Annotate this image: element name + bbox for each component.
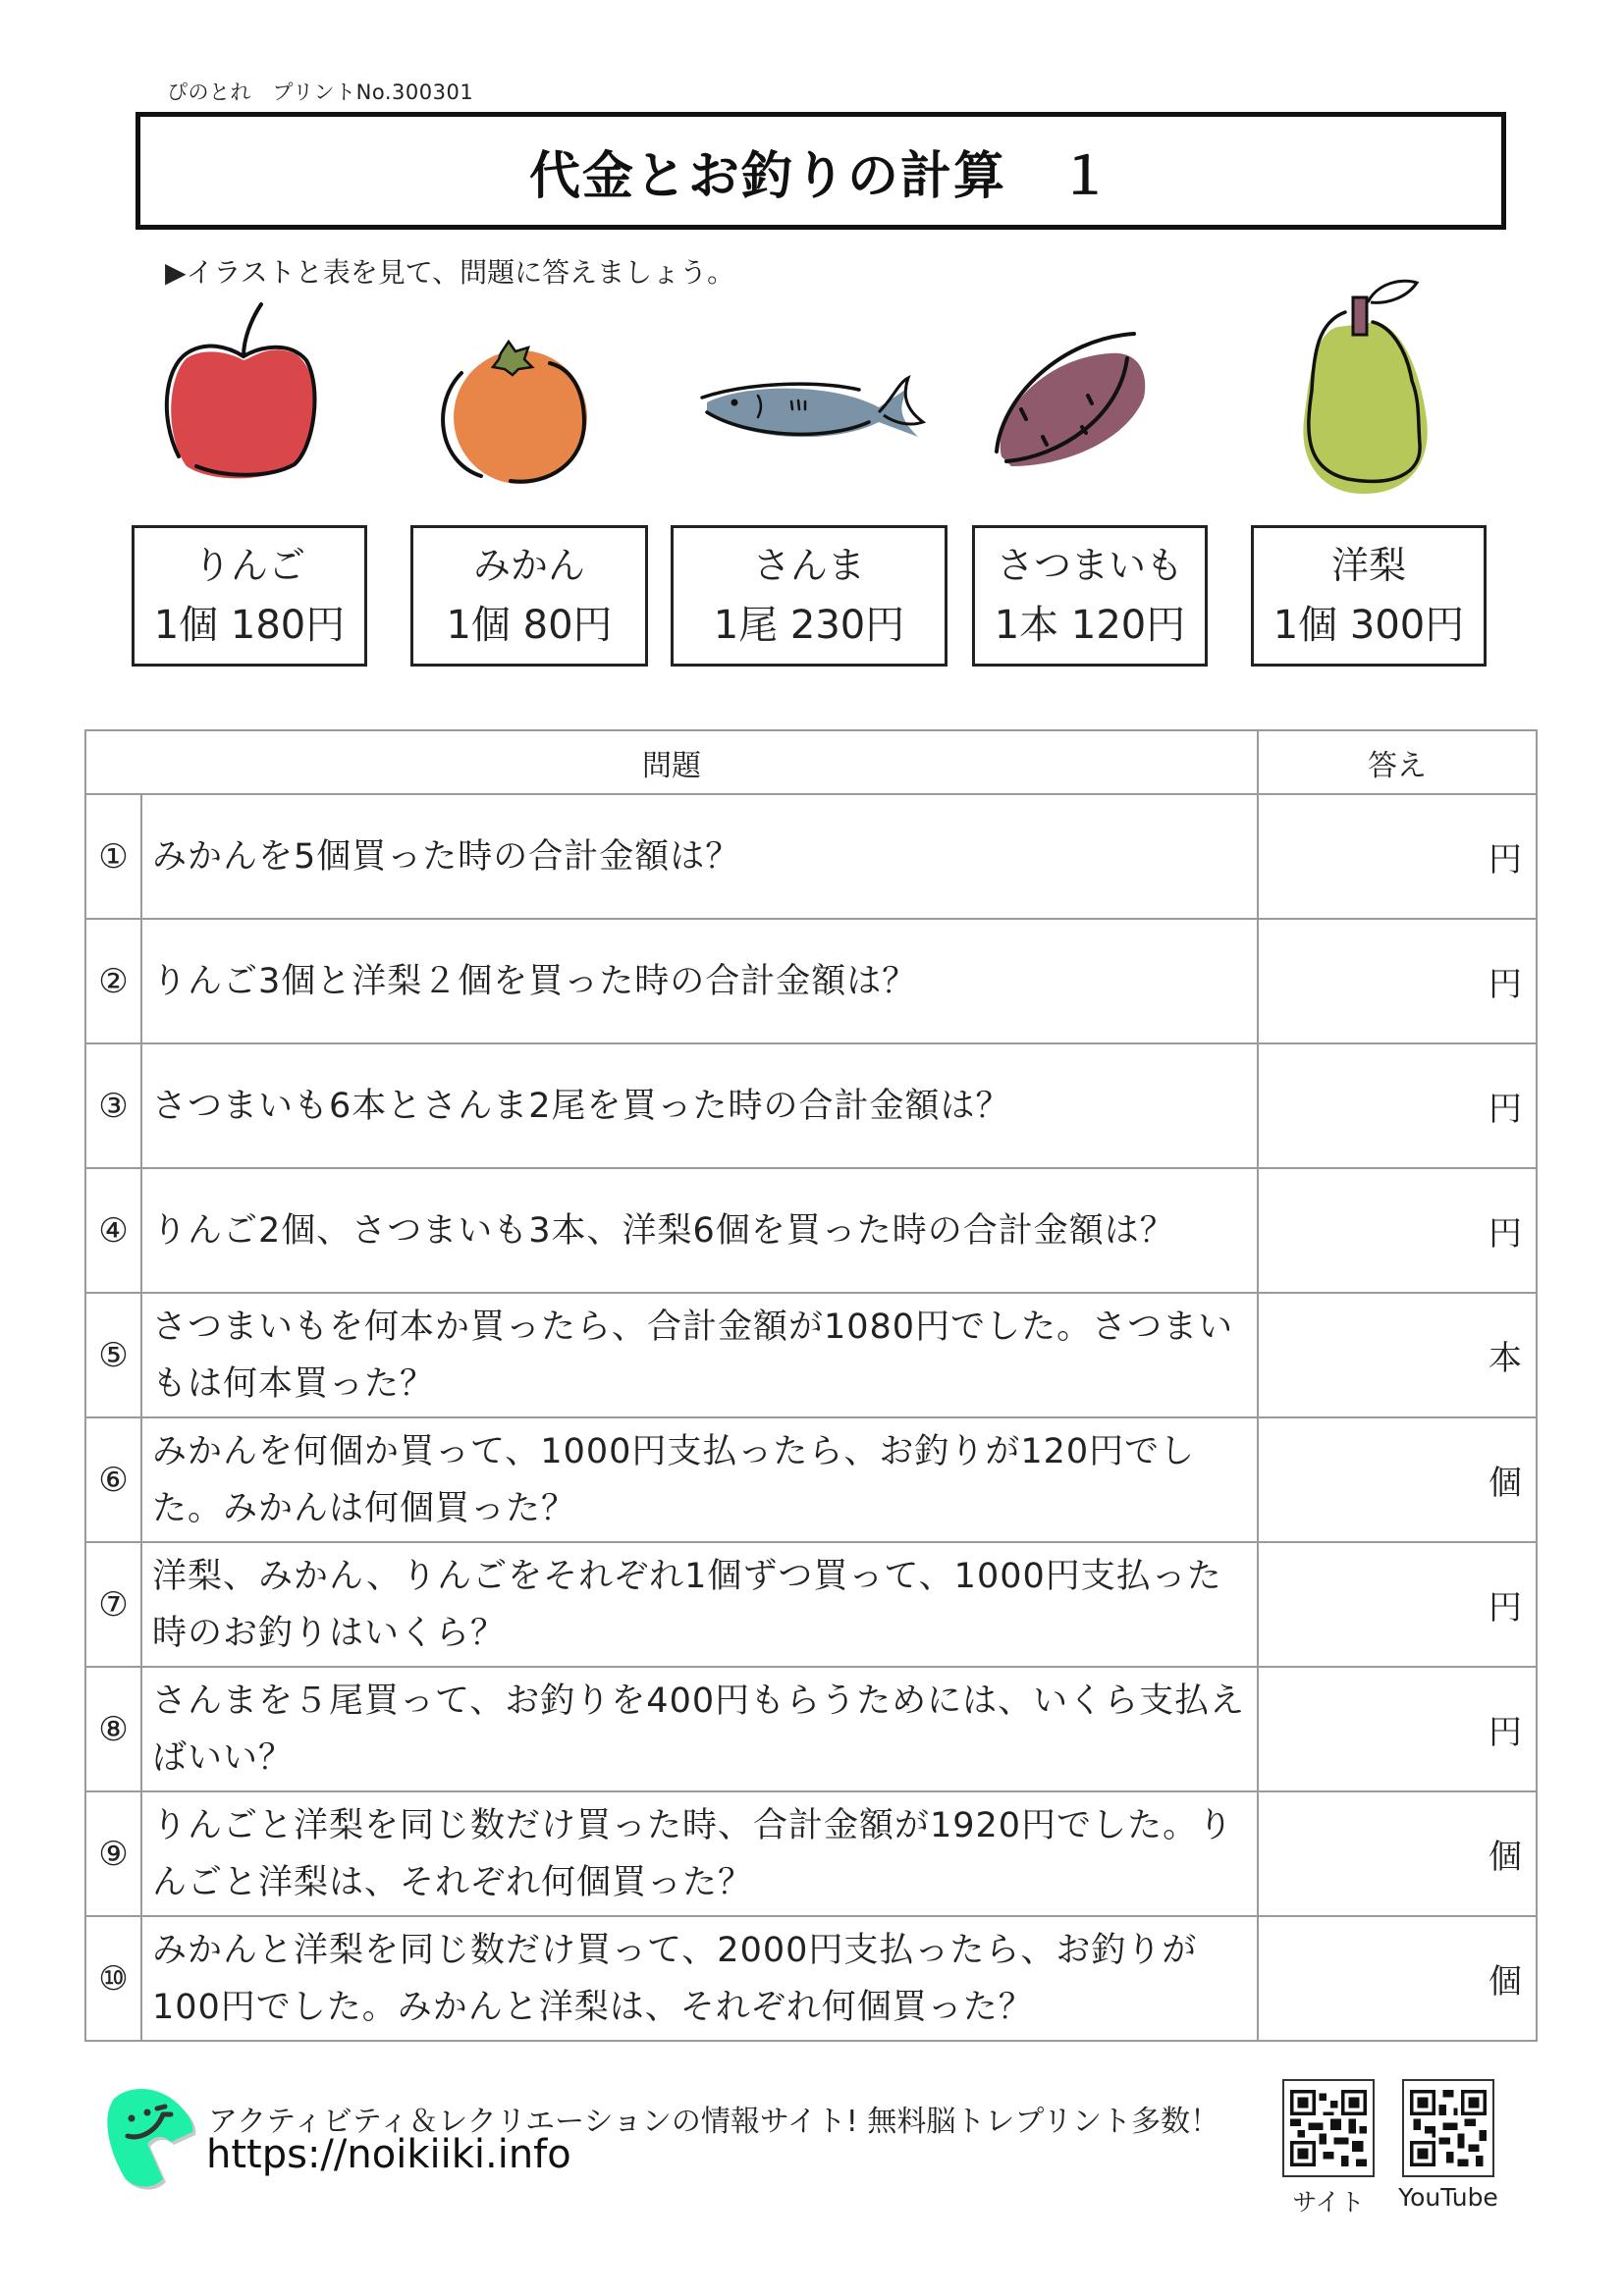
item-name: さつまいも bbox=[996, 544, 1183, 587]
question-number: ⑦ bbox=[85, 1542, 141, 1667]
apple-icon bbox=[157, 299, 329, 486]
question-number: ③ bbox=[85, 1043, 141, 1168]
footer-tagline: アクティビティ＆レクリエーションの情報サイト! 無料脳トレプリント多数！ bbox=[208, 2105, 1220, 2139]
table-row bbox=[85, 1293, 1537, 1417]
answer-field[interactable]: 円 bbox=[1258, 919, 1537, 1043]
question-text: みかんと洋梨を同じ数だけ買って、2000円支払ったら、お釣りが100円でした。みかんと洋梨は、それぞれ何個買った？ bbox=[141, 1916, 1258, 2041]
question-text: 洋梨、みかん、りんごをそれぞれ1個ずつ買って、1000円支払った時のお釣りはいくら？ bbox=[141, 1542, 1258, 1667]
title-box bbox=[135, 112, 1506, 230]
question-table bbox=[84, 729, 1538, 2042]
answer-field[interactable]: 円 bbox=[1258, 1043, 1537, 1168]
question-number: ⑩ bbox=[85, 1916, 141, 2041]
answer-field[interactable]: 個 bbox=[1258, 1417, 1537, 1542]
fish-icon bbox=[697, 368, 928, 452]
answer-field[interactable]: 個 bbox=[1258, 1916, 1537, 2041]
answer-field[interactable]: 個 bbox=[1258, 1791, 1537, 1916]
answer-column-header: 答え bbox=[1258, 730, 1537, 794]
price-card-pear bbox=[1251, 525, 1487, 667]
item-price: 1尾 230円 bbox=[713, 603, 905, 648]
item-price: 1個 180円 bbox=[153, 603, 346, 648]
table-row bbox=[85, 1542, 1537, 1667]
question-text: さんまを５尾買って、お釣りを400円もらうためには、いくら支払えばいい？ bbox=[141, 1667, 1258, 1791]
item-name: 洋梨 bbox=[1330, 544, 1406, 587]
mandarin-orange-icon bbox=[422, 334, 609, 491]
question-number: ① bbox=[85, 794, 141, 919]
instruction-text: ▶イラストと表を見て、問題に答えましょう。 bbox=[165, 256, 735, 289]
question-number: ② bbox=[85, 919, 141, 1043]
qr-code-icon bbox=[1410, 2087, 1487, 2169]
pear-icon bbox=[1294, 273, 1436, 499]
question-text: みかんを何個か買って、1000円支払ったら、お釣りが120円でした。みかんは何個買った？ bbox=[141, 1417, 1258, 1542]
qr-code-site[interactable] bbox=[1282, 2079, 1375, 2177]
qr-code-icon bbox=[1290, 2087, 1367, 2169]
table-row bbox=[85, 1791, 1537, 1916]
question-number: ⑨ bbox=[85, 1791, 141, 1916]
qr-code-youtube[interactable] bbox=[1402, 2079, 1494, 2177]
item-price: 1個 80円 bbox=[446, 603, 613, 648]
noikiiki-logo-icon bbox=[102, 2085, 200, 2195]
item-name: さんま bbox=[752, 544, 865, 587]
question-text: りんご2個、さつまいも3本、洋梨6個を買った時の合計金額は？ bbox=[141, 1168, 1258, 1293]
item-name: りんご bbox=[192, 544, 305, 587]
item-price: 1個 300円 bbox=[1272, 603, 1465, 648]
qr-label-youtube: YouTube bbox=[1398, 2183, 1498, 2212]
question-text: りんごと洋梨を同じ数だけ買った時、合計金額が1920円でした。りんごと洋梨は、それぞれ何個買った？ bbox=[141, 1791, 1258, 1916]
question-number: ⑧ bbox=[85, 1667, 141, 1791]
table-row bbox=[85, 919, 1537, 1043]
answer-field[interactable]: 円 bbox=[1258, 1542, 1537, 1667]
question-text: さつまいも6本とさんま2尾を買った時の合計金額は？ bbox=[141, 1043, 1258, 1168]
footer-url-link[interactable]: https://noikiiki.info bbox=[206, 2132, 571, 2177]
table-row bbox=[85, 1417, 1537, 1542]
sweet-potato-icon bbox=[982, 329, 1159, 476]
price-card-saury bbox=[671, 525, 947, 667]
question-number: ④ bbox=[85, 1168, 141, 1293]
print-number: ぴのとれ プリントNo.300301 bbox=[167, 80, 474, 104]
table-header-row bbox=[85, 730, 1537, 794]
question-column-header: 問題 bbox=[85, 730, 1258, 794]
table-row bbox=[85, 1168, 1537, 1293]
question-text: みかんを5個買った時の合計金額は？ bbox=[141, 794, 1258, 919]
table-row bbox=[85, 1667, 1537, 1791]
qr-label-site: サイト bbox=[1292, 2188, 1365, 2216]
question-number: ⑤ bbox=[85, 1293, 141, 1417]
table-row bbox=[85, 1043, 1537, 1168]
question-text: りんご3個と洋梨２個を買った時の合計金額は？ bbox=[141, 919, 1258, 1043]
answer-field[interactable]: 円 bbox=[1258, 1667, 1537, 1791]
question-number: ⑥ bbox=[85, 1417, 141, 1542]
price-card-mandarin bbox=[410, 525, 648, 667]
table-row bbox=[85, 794, 1537, 919]
price-card-apple bbox=[132, 525, 367, 667]
answer-field[interactable]: 円 bbox=[1258, 794, 1537, 919]
question-text: さつまいもを何本か買ったら、合計金額が1080円でした。さつまいもは何本買った？ bbox=[141, 1293, 1258, 1417]
table-row bbox=[85, 1916, 1537, 2041]
answer-field[interactable]: 円 bbox=[1258, 1168, 1537, 1293]
price-card-sweet-potato bbox=[972, 525, 1208, 667]
item-price: 1本 120円 bbox=[994, 603, 1186, 648]
item-name: みかん bbox=[472, 544, 585, 587]
page-title: 代金とお釣りの計算 １ bbox=[528, 146, 1112, 206]
answer-field[interactable]: 本 bbox=[1258, 1293, 1537, 1417]
